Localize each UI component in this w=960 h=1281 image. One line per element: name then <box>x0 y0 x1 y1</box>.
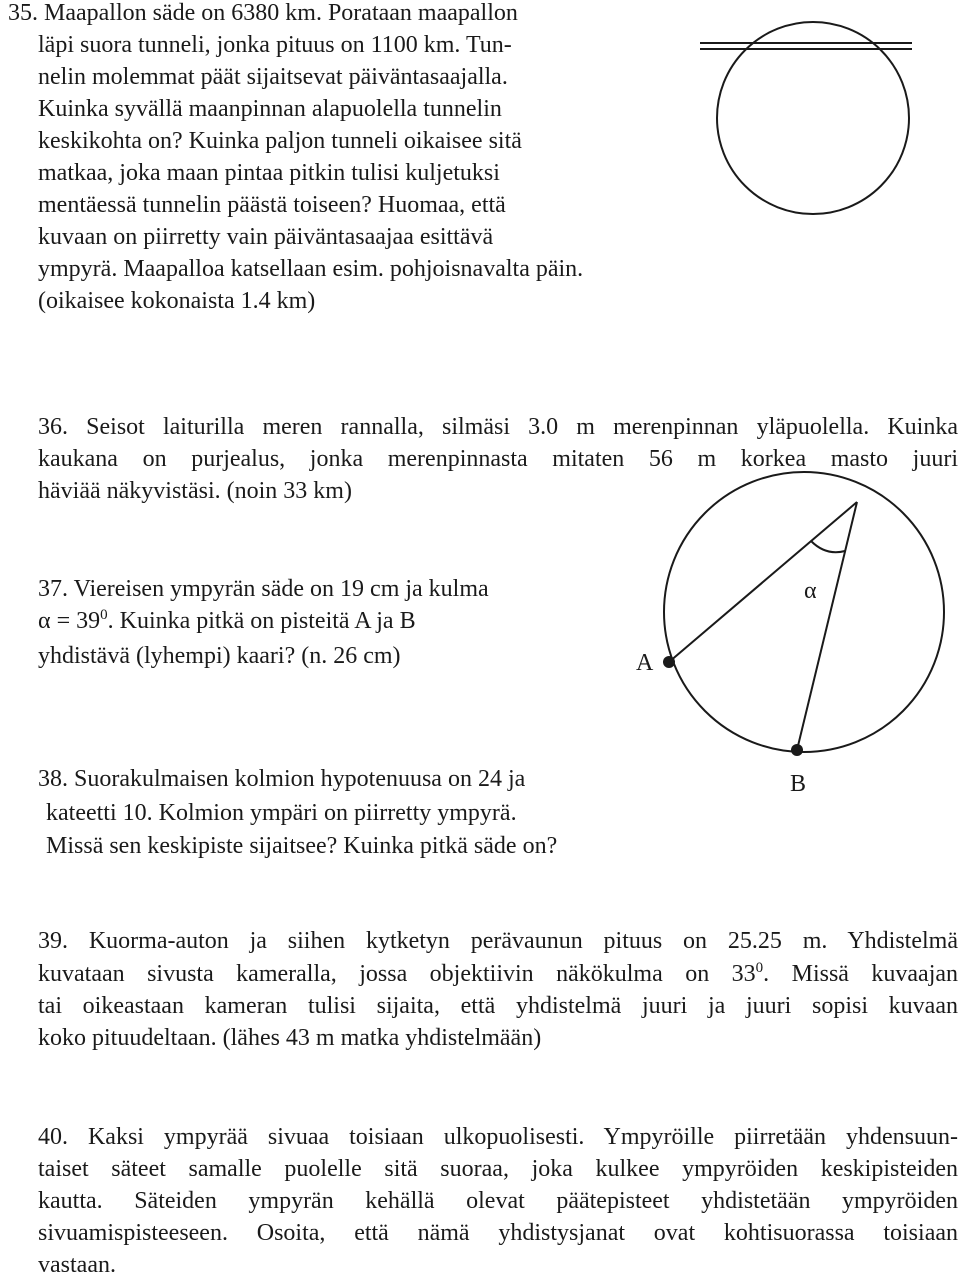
degree-superscript: 0 <box>100 607 108 623</box>
problem-37-text: . Kuinka pitkä on pisteitä A ja B <box>107 608 416 634</box>
problem-38-line: 38. Suorakulmaisen kolmion hypotenuusa on 24 ja <box>38 766 526 792</box>
problem-36-line: häviää näkyvistäsi. (noin 33 km) <box>38 478 352 504</box>
problem-35-line: Kuinka syvällä maanpinnan alapuolella tunnelin <box>38 96 502 122</box>
equator-circle <box>717 22 909 214</box>
chord-to-b <box>797 502 857 750</box>
problem-40-line: kautta. Säteiden ympyrän kehällä olevat päätepisteet yhdistetään ympyröiden <box>38 1188 958 1214</box>
problem-36-line: 36. Seisot laiturilla meren rannalla, silmäsi 3.0 m merenpinnan yläpuolella. Kuinka <box>38 414 958 440</box>
problem-35-line: mentäessä tunnelin päästä toiseen? Huomaa, että <box>38 192 506 218</box>
circle-37 <box>664 472 944 752</box>
degree-superscript: 0 <box>755 960 764 976</box>
problem-40-line: vastaan. <box>38 1252 116 1278</box>
problem-38-line: kateetti 10. Kolmion ympäri on piirretty ympyrä. <box>46 800 517 826</box>
problem-40-line: taiset säteet samalle puolelle sitä suoraa, joka kulkee ympyröiden keskipisteiden <box>38 1156 958 1182</box>
problem-35-line: nelin molemmat päät sijaitsevat päiväntasaajalla. <box>38 64 508 90</box>
problem-35-line: kuvaan on piirretty vain päiväntasaajaa esittävä <box>38 224 494 250</box>
alpha-equation: α = 39 <box>38 608 101 634</box>
point-b-label: B <box>790 771 807 797</box>
point-a-label: A <box>636 650 654 676</box>
problem-39-text: kuvataan sivusta kameralla, jossa objektiivin näkökulma on 33 <box>38 961 756 987</box>
problem-40-line: sivuamispisteeseen. Osoita, että nämä yhdistysjanat ovat kohtisuorassa toisiaan <box>38 1220 958 1246</box>
problem-37-line: yhdistävä (lyhempi) kaari? (n. 26 cm) <box>38 643 401 669</box>
problem-35-line: läpi suora tunneli, jonka pituus on 1100 km. Tun- <box>38 32 512 58</box>
problem-35-line: ympyrä. Maapalloa katsellaan esim. pohjoisnavalta päin. <box>38 256 584 282</box>
problem-35-line: matkaa, joka maan pintaa pitkin tulisi kuljetuksi <box>38 160 500 186</box>
problem-39-line: koko pituudeltaan. (lähes 43 m matka yhdistelmään) <box>38 1025 542 1051</box>
equator-figure <box>700 22 912 214</box>
arc-figure <box>636 472 944 797</box>
problem-40-line: 40. Kaksi ympyrää sivuaa toisiaan ulkopuolisesti. Ympyröille piirretään yhdensuun- <box>38 1124 958 1150</box>
angle-arc <box>811 541 845 552</box>
problem-35-line: 35. Maapallon säde on 6380 km. Porataan maapallon <box>8 0 518 26</box>
problem-36-line: kaukana on purjealus, jonka merenpinnasta mitaten 56 m korkea masto juuri <box>38 446 958 472</box>
chord-to-a <box>669 502 857 662</box>
problem-35-line: keskikohta on? Kuinka paljon tunneli oikaisee sitä <box>38 128 522 154</box>
problem-37-line: 37. Viereisen ympyrän säde on 19 cm ja kulma <box>38 576 489 602</box>
problem-35-line: (oikaisee kokonaista 1.4 km) <box>38 288 316 314</box>
problem-38-line: Missä sen keskipiste sijaitsee? Kuinka pitkä säde on? <box>46 833 558 859</box>
problem-39-line: tai oikeastaan kameran tulisi sijaita, että yhdistelmä juuri ja juuri sopisi kuvaan <box>38 993 958 1019</box>
alpha-label: α <box>804 578 817 604</box>
point-a-dot <box>663 656 675 668</box>
problem-39-line: 39. Kuorma-auton ja siihen kytketyn perävaunun pituus on 25.25 m. Yhdistelmä <box>38 928 958 954</box>
problem-39-text: . Missä kuvaajan <box>763 961 959 987</box>
point-b-dot <box>791 744 803 756</box>
